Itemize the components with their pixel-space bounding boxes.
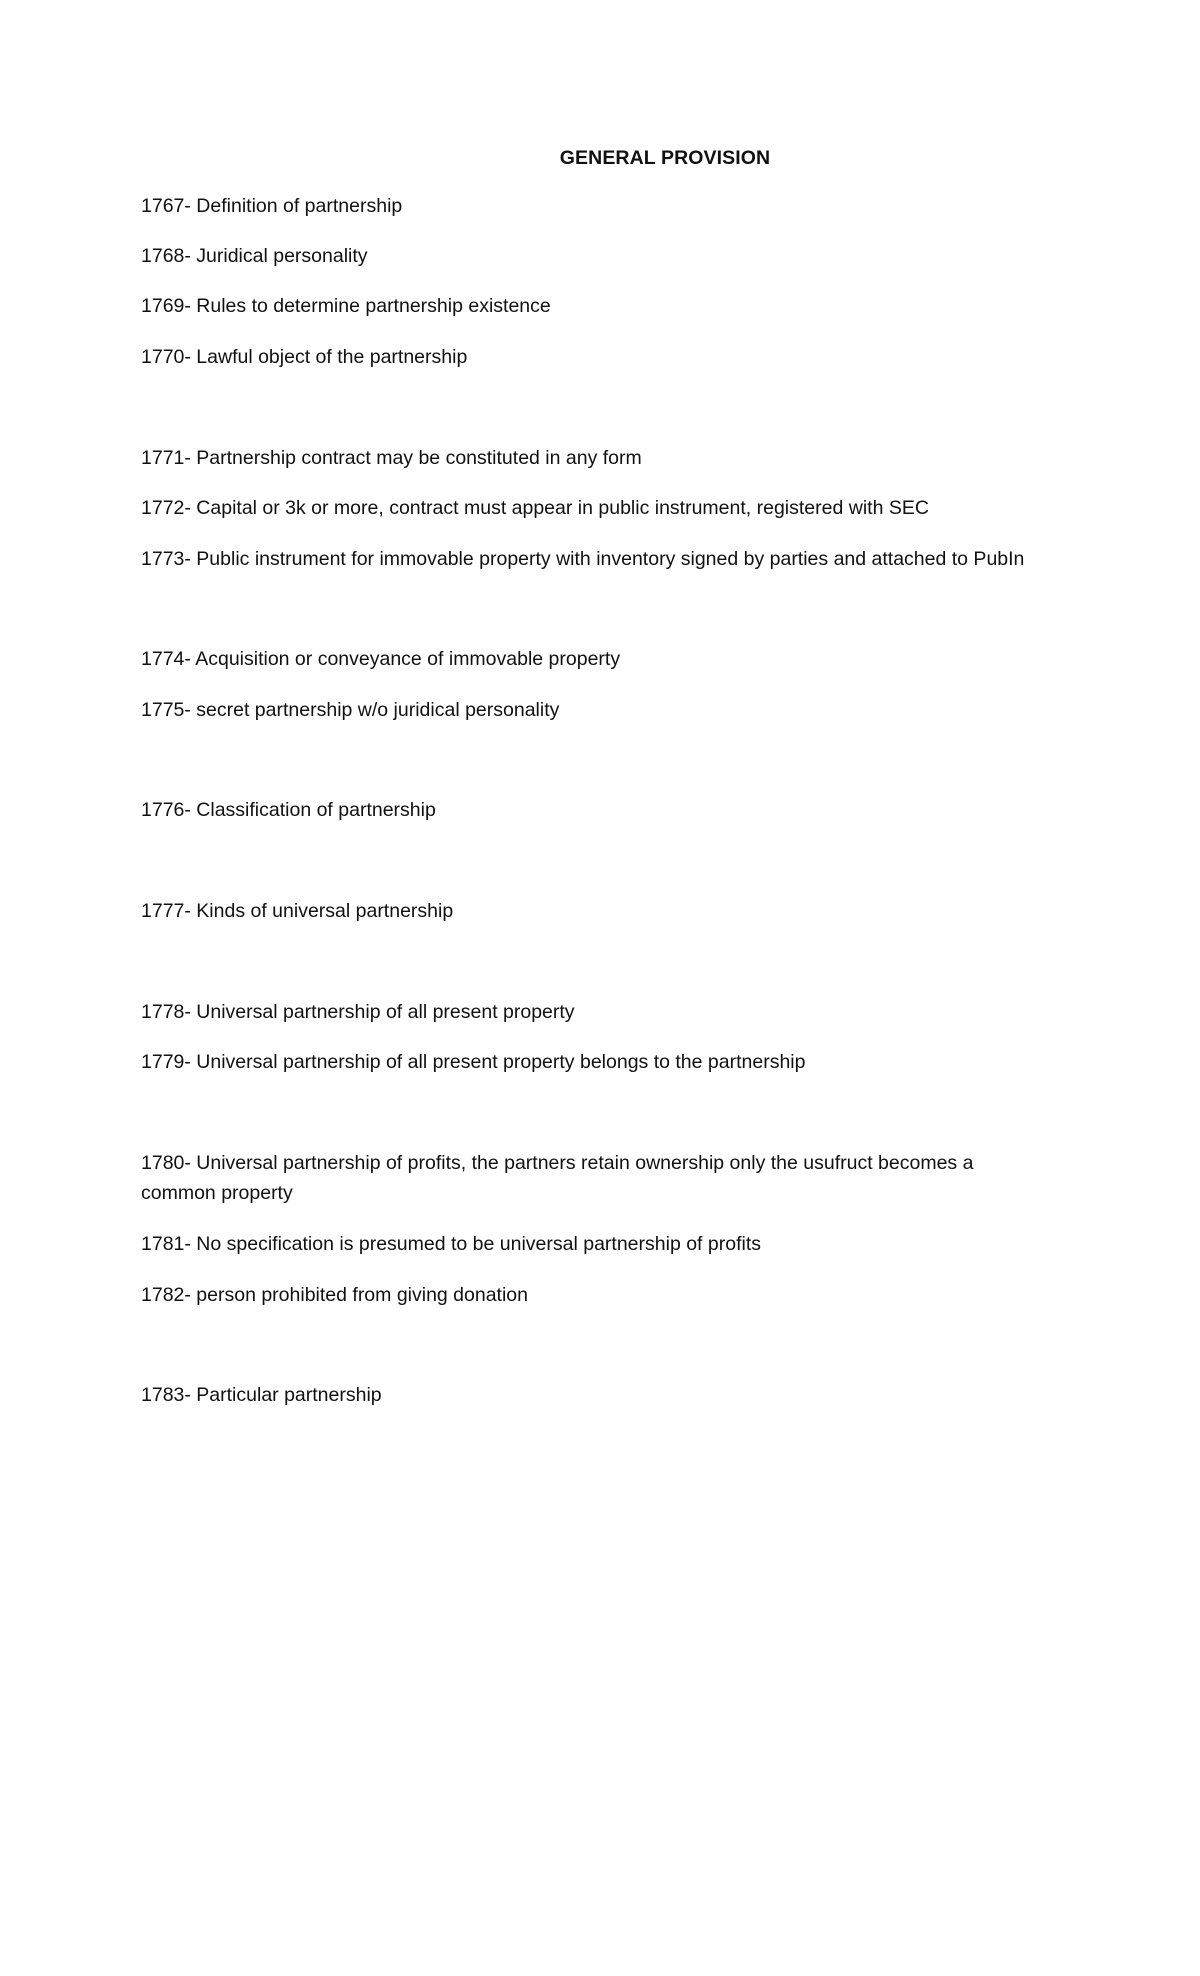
list-item: 1770- Lawful object of the partnership xyxy=(141,346,468,368)
list-item: 1767- Definition of partnership xyxy=(141,195,403,217)
list-item: 1775- secret partnership w/o juridical personality xyxy=(141,699,560,721)
list-item: 1772- Capital or 3k or more, contract must appear in public instrument, registered with SEC xyxy=(141,497,929,519)
page-title: GENERAL PROVISION xyxy=(559,147,771,169)
list-item: 1773- Public instrument for immovable property with inventory signed by parties and attached to PubIn xyxy=(141,548,1025,570)
list-item: 1777- Kinds of universal partnership xyxy=(141,900,454,922)
list-item: 1768- Juridical personality xyxy=(141,245,368,267)
list-item: 1779- Universal partnership of all present property belongs to the partnership xyxy=(141,1051,806,1073)
list-item: 1781- No specification is presumed to be universal partnership of profits xyxy=(141,1233,761,1255)
list-item: 1769- Rules to determine partnership existence xyxy=(141,295,551,317)
list-item: 1778- Universal partnership of all present property xyxy=(141,1001,575,1023)
list-item: 1783- Particular partnership xyxy=(141,1384,382,1406)
list-item: 1782- person prohibited from giving donation xyxy=(141,1284,529,1306)
list-item: 1776- Classification of partnership xyxy=(141,799,436,821)
list-item: 1780- Universal partnership of profits, the partners retain ownership only the usufruct becomes a common property xyxy=(141,1152,974,1204)
list-item: 1774- Acquisition or conveyance of immovable property xyxy=(141,648,621,670)
list-item: 1771- Partnership contract may be constituted in any form xyxy=(141,447,642,469)
